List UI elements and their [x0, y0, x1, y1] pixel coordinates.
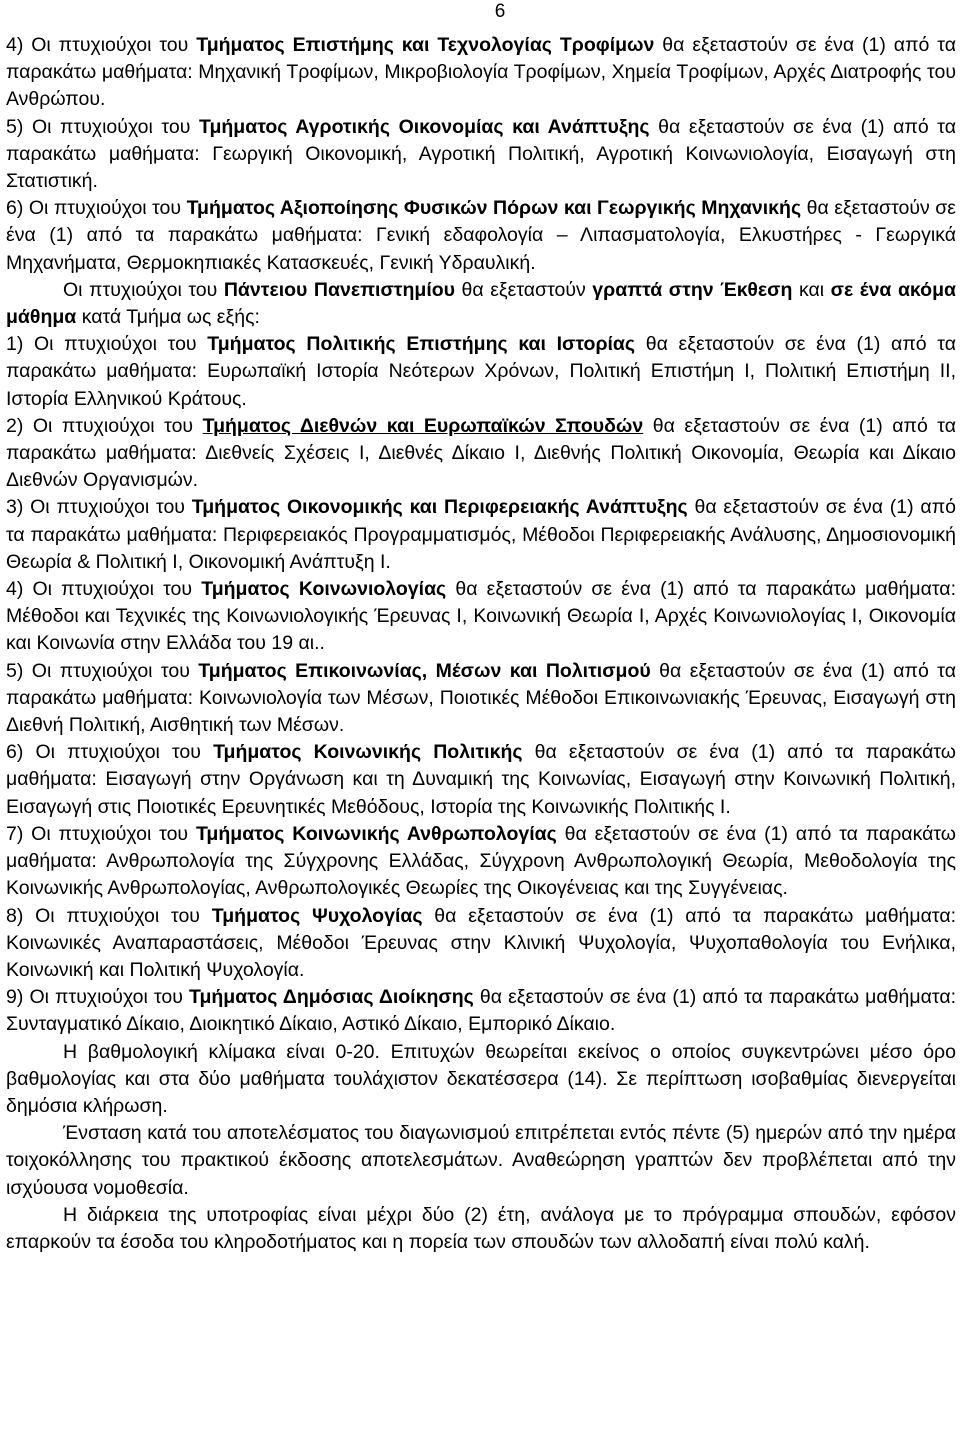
- paragraph-p12: [6, 903, 956, 985]
- text-segment: Η βαθμολογική κλίμακα είναι 0-20. Επιτυχών θεωρείται εκείνος ο οποίος συγκεντρώνει μέσο όρο βαθμολογίας και στα δύο μαθήματα τουλάχιστον δεκατέσσερα (14). Σε περίπτωση ισοβαθμίας διενεργείται δημόσια κλήρωση.: [6, 1040, 956, 1117]
- text-segment: 5) Οι πτυχιούχοι του: [6, 115, 199, 138]
- text-segment: 4) Οι πτυχιούχοι του: [6, 34, 197, 56]
- text-segment: θα εξεταστούν σε ένα (1) από τα παρακάτω μαθήματα: Συνταγματικό Δίκαιο, Διοικητικό Δίκαιο, Αστικό Δίκαιο, Εμπορικό Δίκαιο.: [6, 986, 957, 1036]
- bold-text: Τμήματος Ψυχολογίας: [211, 904, 423, 927]
- text-segment: και: [792, 278, 831, 301]
- bold-text: γραπτά στην Έκθεση: [592, 278, 793, 301]
- paragraph-p2: [6, 114, 956, 196]
- text-segment: θα εξεταστούν σε ένα (1) από τα παρακάτω μαθήματα: Περιφερειακός Προγραμματισμός, Μέθοδοι Περιφερειακής Ανάλυσης, Δημοσιονομική Θεωρία & Πολιτική Ι, Οικονομική Ανάπτυξη Ι.: [6, 496, 956, 573]
- paragraph-p13: [6, 984, 956, 1038]
- bold-text: [203, 415, 644, 437]
- paragraph-p6: [6, 413, 956, 495]
- text-segment: θα εξεταστούν σε ένα (1) από τα παρακάτω μαθήματα: Εισαγωγή στην Οργάνωση και τη Δυναμική της Κοινωνίας, Εισαγωγή στην Κοινωνική Πολιτική, Εισαγωγή στις Ποιοτικές Ερευνητικές Μεθόδους, Ιστορία της Κοινωνικής Πολιτικής Ι.: [6, 741, 956, 818]
- paragraph-p1: [6, 32, 956, 114]
- text-segment: 1) Οι πτυχιούχοι του: [6, 333, 208, 356]
- bold-text: Πάντειου Πανεπιστημίου: [223, 278, 456, 301]
- paragraph-p9: [6, 658, 956, 740]
- bold-text: Τμήματος Αξιοποίησης Φυσικών Πόρων και Γεωργικής Μηχανικής: [186, 197, 802, 220]
- text-segment: θα εξεταστούν σε ένα (1) από τα παρακάτω μαθήματα: Μηχανική Τροφίμων, Μικροβιολογία Τροφίμων, Χημεία Τροφίμων, Αρχές Διατροφής του Ανθρώπου.: [6, 34, 956, 111]
- text-segment: θα εξεταστούν: [455, 278, 593, 301]
- text-segment: Η διάρκεια της υποτροφίας είναι μέχρι δύο (2) έτη, ανάλογα με το πρόγραμμα σπουδών, εφόσον επαρκούν τα έσοδα του κληροδοτήματος και η πορεία των σπουδών των αλλοδαπή είναι πολύ καλή.: [6, 1203, 956, 1253]
- underlined-text: Τμήματος Διεθνών και Ευρωπαϊκών Σπουδών: [202, 414, 644, 437]
- text-segment: 5) Οι πτυχιούχοι του: [6, 659, 199, 682]
- bold-text: Τμήματος Επιστήμης και Τεχνολογίας Τροφίμων: [196, 34, 655, 56]
- text-segment: θα εξεταστούν σε ένα (1) από τα παρακάτω μαθήματα: Κοινωνικές Αναπαραστάσεις, Μέθοδοι Έρευνας στην Κλινική Ψυχολογία, Ψυχοπαθολογία του Ενήλικα, Κοινωνική και Πολιτική Ψυχολογία.: [6, 904, 957, 981]
- text-segment: 3) Οι πτυχιούχοι του: [6, 496, 192, 519]
- bold-text: Τμήματος Κοινωνικής Πολιτικής: [213, 741, 523, 764]
- text-segment: θα εξεταστούν σε ένα (1) από τα παρακάτω μαθήματα: Μέθοδοι και Τεχνικές της Κοινωνιολογικής Έρευνας Ι, Κοινωνική Θεωρία Ι, Αρχές Κοινωνιολογίας Ι, Οικονομία και Κοινωνία στην Ελλάδα του 19 αι..: [6, 578, 956, 655]
- text-segment: θα εξεταστούν σε ένα (1) από τα παρακάτω μαθήματα: Ευρωπαϊκή Ιστορία Νεότερων Χρόνων, Πολιτική Επιστήμη Ι, Πολιτική Επιστήμη ΙΙ, Ιστορία Ελληνικού Κράτους.: [6, 333, 956, 410]
- paragraph-p16: [6, 1202, 956, 1256]
- text-segment: θα εξεταστούν σε ένα (1) από τα παρακάτω μαθήματα: Γενική εδαφολογία – Λιπασματολογία, Ελκυστήρες - Γεωργικά Μηχανήματα, Θερμοκηπιακές Κατασκευές, Γενική Υδραυλική.: [6, 197, 956, 274]
- text-segment: 7) Οι πτυχιούχοι του: [6, 822, 196, 845]
- bold-text: Τμήματος Κοινωνικής Ανθρωπολογίας: [195, 822, 557, 845]
- text-segment: 6) Οι πτυχιούχοι του: [6, 197, 187, 220]
- text-segment: 8) Οι πτυχιούχοι του: [6, 904, 212, 927]
- text-segment: Οι πτυχιούχοι του: [63, 278, 224, 301]
- text-segment: θα εξεταστούν σε ένα (1) από τα παρακάτω μαθήματα: Κοινωνιολογία των Μέσων, Ποιοτικές Μέθοδοι Επικοινωνιακής Έρευνας, Εισαγωγή στη Διεθνή Πολιτική, Αισθητική των Μέσων.: [6, 659, 956, 737]
- page-number: 6: [494, 1, 506, 22]
- bold-text: Τμήματος Πολιτικής Επιστήμης και Ιστορίας: [207, 333, 636, 356]
- text-segment: θα εξεταστούν σε ένα (1) από τα παρακάτω μαθήματα: Ανθρωπολογία της Σύγχρονης Ελλάδας, Σύγχρονη Ανθρωπολογική Θεωρία, Μεθοδολογία της Κοινωνικής Ανθρωπολογίας, Ανθρωπολογικές Θεωρίες της Οικογένειας και της Συγγένειας.: [6, 822, 957, 900]
- paragraph-p4: [6, 277, 956, 331]
- text-segment: Ένσταση κατά του αποτελέσματος του διαγωνισμού επιτρέπεται εντός πέντε (5) ημερών από την ημέρα τοιχοκόλλησης του πρακτικού έκδοσης αποτελεσμάτων. Αναθεώρηση γραπτών δεν προβλέπεται από την ισχύουσα νομοθεσία.: [6, 1122, 956, 1199]
- paragraph-p15: [6, 1120, 956, 1202]
- bold-text: Τμήματος Δημόσιας Διοίκησης: [188, 986, 474, 1009]
- text-segment: θα εξεταστούν σε ένα (1) από τα παρακάτω μαθήματα: Διεθνείς Σχέσεις Ι, Διεθνές Δίκαιο Ι, Διεθνής Πολιτική Οικονομία, Θεωρία και Δίκαιο Διεθνών Οργανισμών.: [6, 414, 957, 492]
- text-segment: θα εξεταστούν σε ένα (1) από τα παρακάτω μαθήματα: Γεωργική Οικονομική, Αγροτική Πολιτική, Αγροτική Κοινωνιολογία, Εισαγωγή στη Στατιστική.: [6, 115, 956, 193]
- text-segment: 9) Οι πτυχιούχοι του: [6, 986, 189, 1009]
- paragraph-p8: [6, 576, 956, 658]
- text-segment: 4) Οι πτυχιούχοι του: [6, 578, 202, 601]
- text-segment: κατά Τμήμα ως εξής:: [76, 306, 260, 329]
- paragraph-p11: [6, 821, 956, 903]
- paragraph-p10: [6, 739, 956, 821]
- paragraph-p14: [6, 1039, 956, 1121]
- text-segment: 2) Οι πτυχιούχοι του: [6, 414, 203, 437]
- text-segment: 6) Οι πτυχιούχοι του: [6, 741, 214, 764]
- paragraph-p5: [6, 331, 956, 413]
- document-body: [6, 32, 956, 1256]
- bold-text: Τμήματος Επικοινωνίας, Μέσων και Πολιτισμού: [198, 659, 651, 682]
- bold-text: Τμήματος Αγροτικής Οικονομίας και Ανάπτυξης: [198, 115, 650, 138]
- paragraph-p7: [6, 494, 956, 576]
- bold-text: Τμήματος Κοινωνιολογίας: [201, 578, 447, 601]
- paragraph-p3: [6, 195, 956, 277]
- bold-text: σε ένα ακόμα μάθημα: [6, 278, 956, 329]
- bold-text: Τμήματος Οικονομικής και Περιφερειακής Ανάπτυξης: [191, 496, 688, 519]
